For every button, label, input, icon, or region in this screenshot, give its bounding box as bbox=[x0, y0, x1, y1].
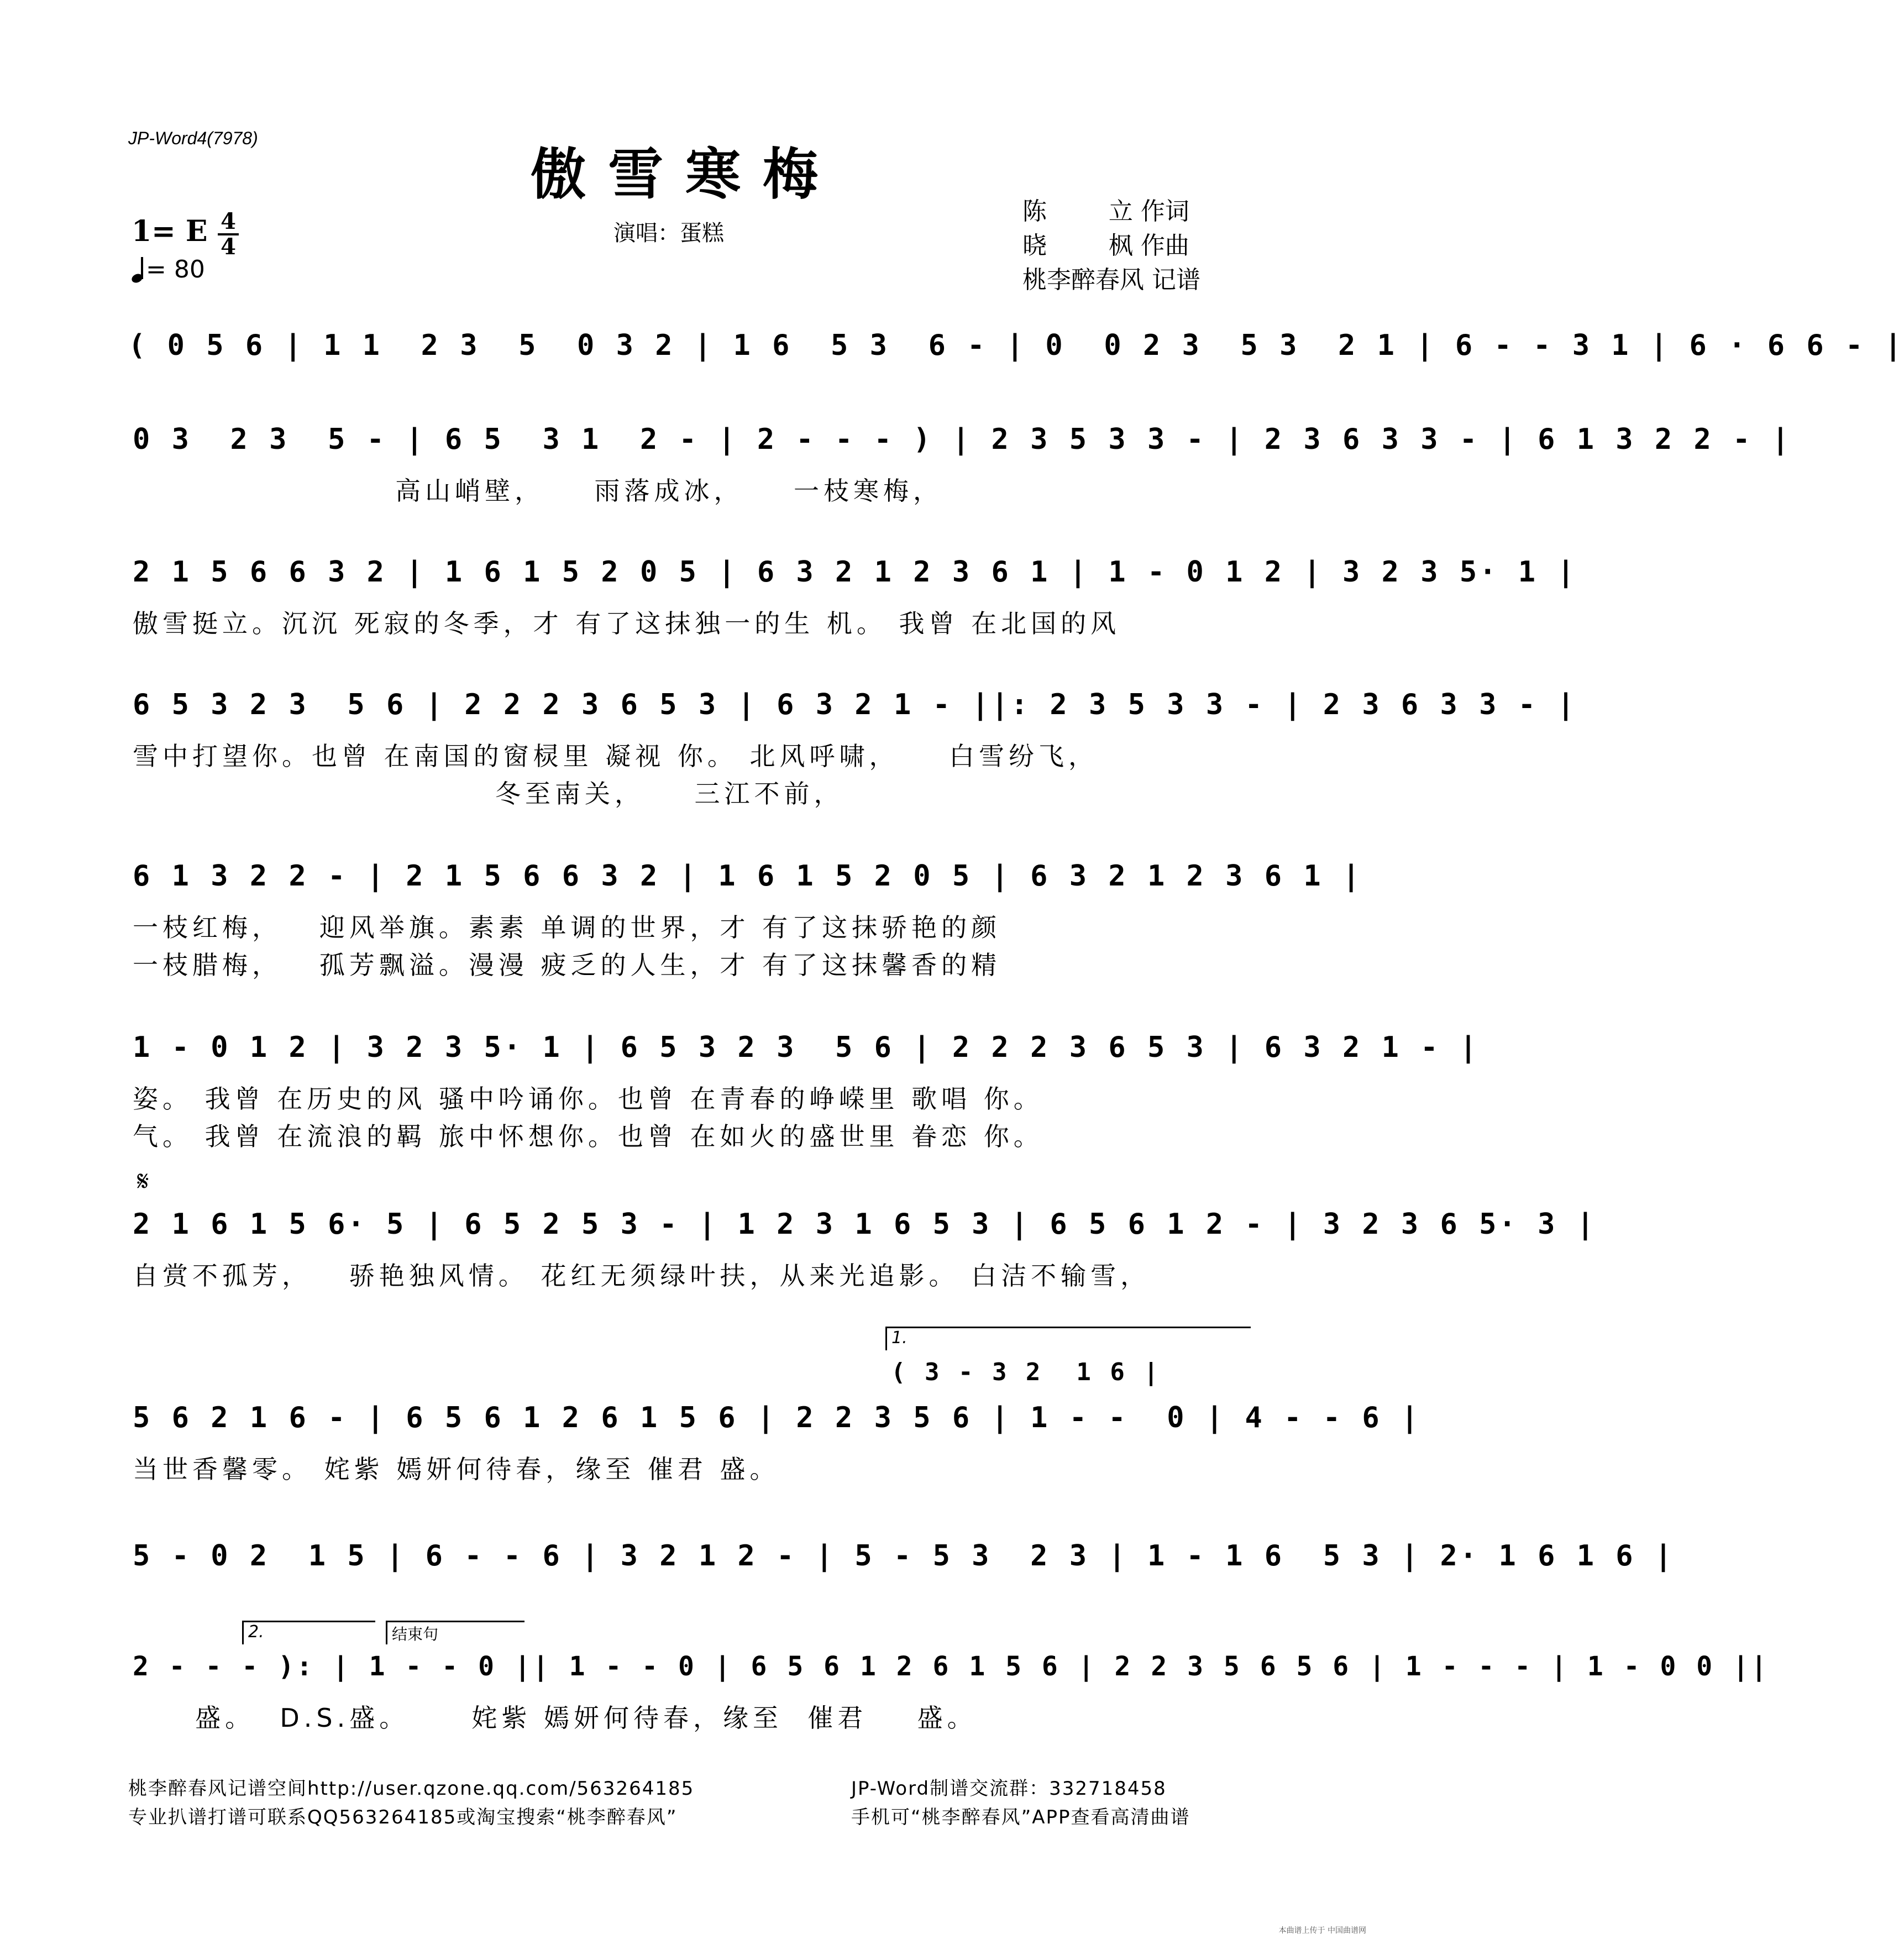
singer-credit: 演唱：蛋糕 bbox=[613, 221, 724, 246]
software-label: JP-Word4(7978) bbox=[128, 128, 258, 148]
lyric-line: 高山峭壁， 雨落成冰， 一枝寒梅， bbox=[133, 476, 943, 506]
footer-group: JP-Word制谱交流群：332718458 bbox=[851, 1778, 1167, 1800]
music-line: ( 0 5 6 | 1 1 2 3 5 0 3 2 | 1 6 5 3 6 - | 0 0 2 3 5 3 2 1 | 6 - - 3 1 | 6 · 6 6 - | bbox=[128, 329, 1904, 362]
lyric-line: 姿。 我曾 在历史的风 骚中吟诵你。也曾 在青春的峥嵘里 歌唱 你。 bbox=[133, 1084, 1043, 1114]
music-line: 2 - - - ): | 1 - - 0 || 1 - - 0 | 6 5 6 1 2 6 1 5 6 | 2 2 3 5 6 5 6 | 1 - - - | 1 - 0 0 || bbox=[133, 1651, 1769, 1682]
quarter-note-icon bbox=[132, 256, 146, 284]
lyric-line: 当世香馨零。 姹紫 嫣妍何待春，缘至 催君 盛。 bbox=[133, 1454, 780, 1484]
segno-icon: 𝄋 bbox=[137, 1165, 149, 1197]
lyric-line: 傲雪挺立。沉沉 死寂的冬季，才 有了这抹独一的生 机。 我曾 在北国的风 bbox=[133, 609, 1121, 638]
volta-2: 2. bbox=[242, 1621, 375, 1644]
time-bottom: 4 bbox=[221, 234, 236, 260]
footer-contact: 专业扒谱打谱可联系QQ563264185或淘宝搜索“桃李醉春风” bbox=[128, 1806, 678, 1828]
composer-credit: 晓 枫 作曲 bbox=[1022, 232, 1189, 260]
footer-app: 手机可“桃李醉春风”APP查看高清曲谱 bbox=[851, 1806, 1190, 1828]
lyric-line-2: 气。 我曾 在流浪的羁 旅中怀想你。也曾 在如火的盛世里 眷恋 你。 bbox=[133, 1122, 1043, 1151]
lyric-line: 一枝红梅， 迎风举旗。素素 单调的世界，才 有了这抹骄艳的颜 bbox=[133, 913, 1001, 942]
footer-left bbox=[128, 1774, 694, 1832]
song-title: 傲雪寒梅 bbox=[531, 142, 840, 207]
corner-watermark: 本曲谱上传于 中国曲谱网 bbox=[1278, 1926, 1366, 1935]
tempo-value: = 80 bbox=[146, 255, 205, 284]
alternate-music: ( 3 - 3 2 1 6 | bbox=[891, 1358, 1161, 1386]
score-row-4 bbox=[0, 685, 1577, 809]
music-line: 5 6 2 1 6 - | 6 5 6 1 2 6 1 5 6 | 2 2 3 5 6 | 1 - - 0 | 4 - - 6 | bbox=[133, 1401, 1421, 1434]
score-row-2 bbox=[0, 420, 1792, 506]
music-line: 6 1 3 2 2 - | 2 1 5 6 6 3 2 | 1 6 1 5 2 0 5 | 6 3 2 1 2 3 6 1 | bbox=[133, 860, 1362, 893]
score-row-7 bbox=[0, 1205, 1596, 1291]
music-line: 1 - 0 1 2 | 3 2 3 5· 1 | 6 5 3 2 3 5 6 | 2 2 2 3 6 5 3 | 6 3 2 1 - | bbox=[133, 1031, 1480, 1064]
music-line: 2 1 5 6 6 3 2 | 1 6 1 5 2 0 5 | 6 3 2 1 2 3 6 1 | 1 - 0 1 2 | 3 2 3 5· 1 | bbox=[133, 556, 1577, 589]
credits bbox=[1022, 195, 1200, 297]
lyric-line: 自赏不孤芳， 骄艳独风情。 花红无须绿叶扶，从来光追影。 白洁不输雪， bbox=[133, 1261, 1151, 1291]
time-signature bbox=[214, 208, 242, 260]
lyric-line: 雪中打望你。也曾 在南国的窗棂里 凝视 你。 北风呼啸， 白雪纷飞， bbox=[133, 741, 1098, 771]
score-row-10 bbox=[0, 1647, 1769, 1733]
music-line: 5 - 0 2 1 5 | 6 - - 6 | 3 2 1 2 - | 5 - 5 3 2 3 | 1 - 1 6 5 3 | 2· 1 6 1 6 | bbox=[133, 1539, 1675, 1573]
score-row-6 bbox=[0, 1028, 1480, 1151]
lyricist-credit: 陈 立 作词 bbox=[1022, 197, 1189, 226]
music-line: 0 3 2 3 5 - | 6 5 3 1 2 - | 2 - - - ) | 2 3 5 3 3 - | 2 3 6 3 3 - | 6 1 3 2 2 - | bbox=[133, 423, 1792, 456]
transcriber-credit: 桃李醉春风 记谱 bbox=[1022, 266, 1200, 294]
lyric-line-2: 冬至南关， 三江不前， bbox=[133, 779, 844, 809]
score-row-9 bbox=[0, 1537, 1675, 1597]
score-row-8 bbox=[0, 1398, 1421, 1484]
music-line: 6 5 3 2 3 5 6 | 2 2 2 3 6 5 3 | 6 3 2 1 - ||: 2 3 5 3 3 - | 2 3 6 3 3 - | bbox=[133, 688, 1577, 721]
lyric-line: 盛。 D.S.盛。 姹紫 嫣妍何待春，缘至 催君 盛。 bbox=[133, 1703, 977, 1733]
score-row-5 bbox=[0, 857, 1371, 980]
key-signature: 1= E bbox=[132, 214, 208, 248]
tempo-marking bbox=[132, 255, 205, 284]
lyric-line-2: 一枝腊梅， 孤芳飘溢。漫漫 疲乏的人生，才 有了这抹馨香的精 bbox=[133, 950, 1001, 980]
footer-right bbox=[851, 1774, 1190, 1832]
ending-phrase-label: 结束句 bbox=[386, 1621, 524, 1644]
score-row-3 bbox=[0, 553, 1577, 638]
music-line: 2 1 6 1 5 6· 5 | 6 5 2 5 3 - | 1 2 3 1 6 5 3 | 6 5 6 1 2 - | 3 2 3 6 5· 3 | bbox=[133, 1208, 1596, 1241]
volta-1: 1. bbox=[885, 1327, 1251, 1350]
score-row-1 bbox=[0, 326, 1904, 387]
time-top: 4 bbox=[221, 208, 236, 234]
footer-website: 桃李醉春风记谱空间http://user.qzone.qq.com/563264185 bbox=[128, 1778, 695, 1800]
